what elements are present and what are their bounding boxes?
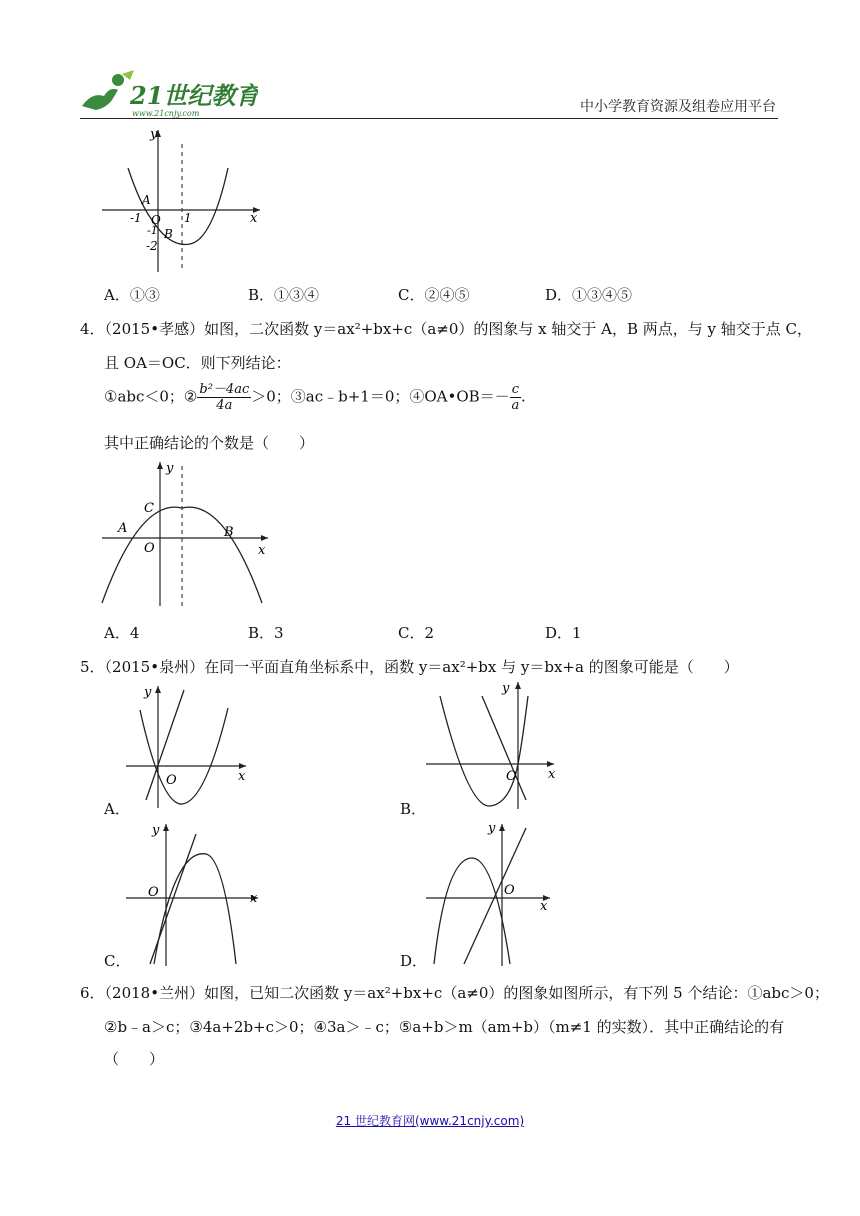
q4-stem-line2: 且 OA＝OC．则下列结论： (104, 354, 291, 372)
q4-point-b: B (224, 525, 234, 540)
svg-text:y: y (502, 681, 510, 696)
q5-stem: 5．（2015•泉州）在同一平面直角坐标系中，函数 y＝ax²+bx 与 y＝bx+a 的图象可能是（ ） (80, 658, 739, 676)
q3-graph (100, 124, 270, 274)
q4-fraction-2: $\frac{c}{a}$ (511, 382, 520, 413)
q4-choice-d: D．1 (545, 624, 582, 642)
q4-choice-c: C．2 (398, 624, 435, 642)
q3-origin: O (151, 213, 161, 227)
q4-point-c: C (144, 501, 154, 516)
q3-tick-neg1-y: -1 (147, 224, 158, 237)
q5-label-b: B． (400, 800, 427, 818)
q4-graph (100, 458, 275, 608)
svg-text:y: y (144, 685, 152, 700)
svg-text:y: y (152, 823, 160, 838)
footer-link[interactable]: 21 世纪教育网(www.21cnjy.com) (335, 1114, 525, 1128)
q6-stem-line2: ②b﹣a＞c；③4a+2b+c＞0；④3a＞﹣c；⑤a+b＞m（am+b）（m≠1 的实数）．其中正确结论的有 (104, 1018, 785, 1036)
q4-conclusion-part1: ①abc＜0；② (104, 387, 198, 406)
logo-url: www.21cnjy.com (132, 109, 200, 118)
site-logo (78, 66, 258, 120)
q4-x-label: x (258, 543, 266, 558)
header-divider (80, 118, 778, 119)
q4-stem-line1: 4．（2015•孝感）如图，二次函数 y＝ax²+bx+c（a≠0）的图象与 x 轴交于 A，B 两点，与 y 轴交于点 C， (80, 320, 813, 338)
footer (0, 1112, 860, 1129)
q5-label-d: D． (400, 952, 428, 970)
svg-text:O: O (166, 773, 177, 788)
q3-tick-neg1: -1 (130, 211, 142, 225)
q5-graph-b (424, 676, 564, 811)
svg-text:x: x (540, 899, 548, 914)
svg-text:O: O (504, 883, 515, 898)
q4-question: 其中正确结论的个数是（ ） (104, 434, 315, 452)
svg-text:O: O (148, 885, 159, 900)
q4-fraction-1: $\frac{\text{b²－4ac}}{4a}$ (199, 382, 250, 413)
q3-tick-neg2: -2 (146, 239, 158, 253)
q6-stem-line1: 6．（2018•兰州）如图，已知二次函数 y＝ax²+bx+c（a≠0）的图象如图所示，有下列 5 个结论：①abc＞0； (80, 984, 829, 1002)
svg-text:x: x (548, 767, 556, 782)
q5-graph-d (424, 818, 564, 968)
q5-label-a: A． (104, 800, 130, 818)
q4-point-a: A (118, 521, 128, 536)
svg-text:y: y (488, 821, 496, 836)
q3-y-label: y (150, 127, 158, 142)
q3-choice-c: C．②④⑤ (398, 286, 470, 304)
q6-stem-line3: （ ） (104, 1050, 165, 1068)
header-title: 中小学教育资源及组卷应用平台 (580, 99, 776, 115)
q3-choice-b: B．①③④ (248, 286, 320, 304)
q5-graph-c (124, 818, 264, 968)
q5-graph-a (124, 680, 254, 810)
q3-point-a: A (142, 193, 151, 207)
q3-tick-1: 1 (184, 211, 192, 225)
q4-conclusion-part2: ＞0；③ac﹣b+1＝0；④OA•OB＝－ (251, 387, 510, 406)
svg-text:O: O (506, 769, 517, 784)
q3-x-label: x (250, 211, 258, 226)
q4-choice-b: B．3 (248, 624, 284, 642)
q4-conclusions (104, 382, 526, 413)
svg-text:x: x (238, 769, 246, 784)
q4-conclusion-part3: . (520, 387, 526, 406)
q3-choice-a: A．①③ (104, 286, 160, 304)
q3-choice-d: D．①③④⑤ (545, 286, 633, 304)
q3-point-b: B (164, 227, 173, 241)
q4-origin: O (144, 541, 155, 556)
logo-text: 21世纪教育 (130, 81, 258, 110)
q4-y-label: y (166, 461, 174, 476)
q4-choice-a: A．4 (104, 624, 140, 642)
q5-label-c: C． (104, 952, 131, 970)
svg-text:x: x (250, 891, 258, 906)
